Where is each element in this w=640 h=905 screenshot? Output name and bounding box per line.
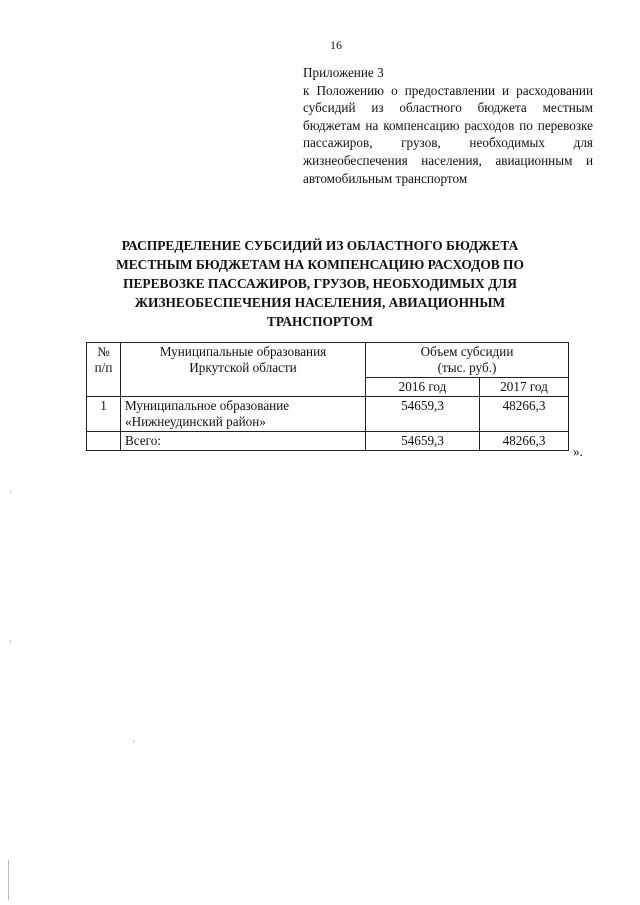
row-municipality [121, 397, 366, 432]
table-header-row [87, 343, 569, 378]
row-number: 1 [87, 397, 121, 432]
scan-dot [133, 740, 134, 743]
header-municipality [121, 343, 366, 397]
header-volume-line1: Объем субсидии [420, 344, 514, 359]
subsidy-table [86, 342, 569, 451]
table-total-row [87, 432, 569, 451]
row-municipality-line1: Муниципальное образование [125, 398, 290, 413]
closing-quote: ». [573, 444, 583, 459]
scan-dot [10, 490, 11, 493]
table-row [87, 397, 569, 432]
total-value-2016: 54659,3 [366, 432, 480, 451]
header-number-line1: № [97, 344, 110, 359]
appendix-title: Приложение 3 [303, 65, 384, 80]
total-empty-cell [87, 432, 121, 451]
header-year-2017: 2017 год [480, 378, 569, 397]
page-number: 16 [330, 38, 342, 52]
total-value-2017: 48266,3 [480, 432, 569, 451]
header-number-line2: п/п [94, 360, 113, 375]
appendix-body: к Положению о предоставлении и расходовании субсидий из областного бюджета местным бюджетам на компенсацию расходов по перевозке пассажиров, грузов, необходимых для жизнеобеспечения населения, авиационным и автомобильным транспортом [303, 82, 593, 186]
header-volume [366, 343, 569, 378]
header-volume-line2: (тыс. руб.) [437, 360, 497, 375]
total-label: Всего: [121, 432, 366, 451]
scan-dot [10, 640, 11, 643]
row-value-2017: 48266,3 [480, 397, 569, 432]
scan-edge-mark [8, 860, 9, 900]
header-number [87, 343, 121, 397]
header-year-2016: 2016 год [366, 378, 480, 397]
header-municipality-line1: Муниципальные образования [159, 344, 327, 359]
row-value-2016: 54659,3 [366, 397, 480, 432]
appendix-block [303, 64, 593, 187]
header-municipality-line2: Иркутской области [189, 360, 297, 375]
document-title: РАСПРЕДЕЛЕНИЕ СУБСИДИЙ ИЗ ОБЛАСТНОГО БЮДЖЕТА МЕСТНЫМ БЮДЖЕТАМ НА КОМПЕНСАЦИЮ РАСХОДОВ ПО ПЕРЕВОЗКЕ ПАССАЖИРОВ, ГРУЗОВ, НЕОБХОДИМЫХ ДЛЯ ЖИЗНЕОБЕСПЕЧЕНИЯ НАСЕЛЕНИЯ, АВИАЦИОННЫМ ТРАНСПОРТОМ [116, 238, 524, 329]
row-municipality-line2: «Нижнеудинский район» [125, 414, 266, 429]
